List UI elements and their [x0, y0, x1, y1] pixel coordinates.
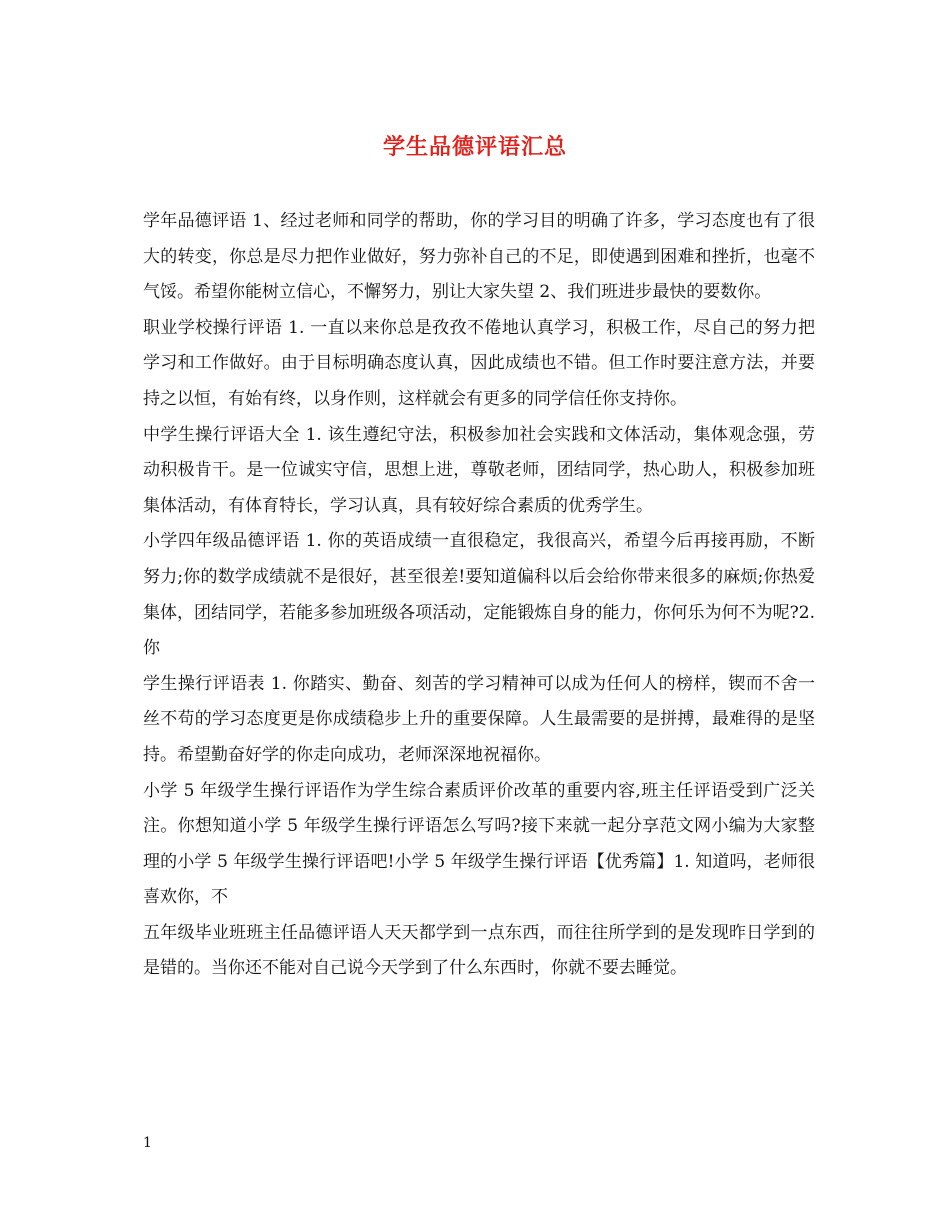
- paragraph: 学年品德评语 1、经过老师和同学的帮助，你的学习目的明确了许多，学习态度也有了很大的转变，你总是尽力把作业做好，努力弥补自己的不足，即使遇到困难和挫折，也毫不气馁。希望你能树立信心，不懈努力，别让大家失望 2、我们班进步最快的要数你。: [143, 211, 815, 303]
- paragraph: 学生操行评语表 1. 你踏实、勤奋、刻苦的学习精神可以成为任何人的榜样，锲而不舍一丝不苟的学习态度更是你成绩稳步上升的重要保障。人生最需要的是拼搏，最难得的是坚持。希望勤奋好学的你走向成功，老师深深地祝福你。: [143, 673, 815, 765]
- paragraph: 小学四年级品德评语 1. 你的英语成绩一直很稳定，我很高兴，希望今后再接再励，不断努力;你的数学成绩就不是很好，甚至很差!要知道偏科以后会给你带来很多的麻烦;你热爱集体，团结同学，若能多参加班级各项活动，定能锻炼自身的能力，你何乐为何不为呢?2. 你: [143, 531, 815, 659]
- paragraph: 中学生操行评语大全 1. 该生遵纪守法，积极参加社会实践和文体活动，集体观念强，劳动积极肯干。是一位诚实守信，思想上进，尊敬老师，团结同学，热心助人，积极参加班集体活动，有体育特长，学习认真，具有较好综合素质的优秀学生。: [143, 424, 815, 516]
- paragraph: 五年级毕业班班主任品德评语人天天都学到一点东西，而往往所学到的是发现昨日学到的是错的。当你还不能对自己说今天学到了什么东西时，你就不要去睡觉。: [143, 922, 815, 979]
- paragraph: 职业学校操行评语 1. 一直以来你总是孜孜不倦地认真学习，积极工作，尽自己的努力把学习和工作做好。由于目标明确态度认真，因此成绩也不错。但工作时要注意方法，并要持之以恒，有始有终，以身作则，这样就会有更多的同学信任你支持你。: [143, 317, 815, 409]
- paragraph: 小学 5 年级学生操行评语作为学生综合素质评价改革的重要内容,班主任评语受到广泛关注。你想知道小学 5 年级学生操行评语怎么写吗?接下来就一起分享范文网小编为大家整理的小学 5 年级学生操行评语吧!小学 5 年级学生操行评语【优秀篇】1. 知道吗，老师很喜欢你，不: [143, 780, 815, 908]
- document-title: 学生品德评语汇总: [382, 134, 567, 160]
- document-body: [143, 204, 815, 987]
- page-number: 1: [143, 1135, 152, 1151]
